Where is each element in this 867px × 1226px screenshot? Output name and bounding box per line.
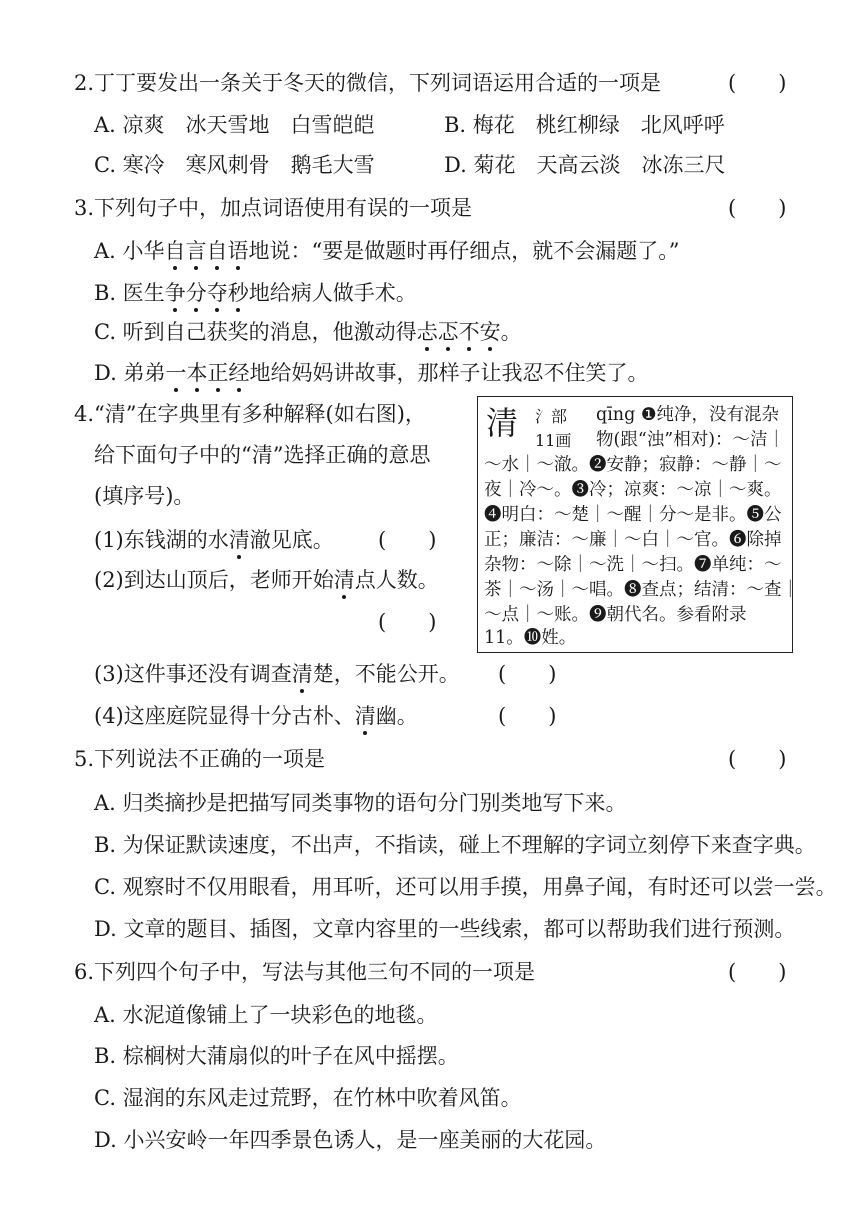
q4-s3-text-rest: 楚，不能公开。 [312, 662, 460, 686]
emphasis-dot-char: 夺 [206, 281, 228, 305]
dictionary-line: ～水｜～澈。❷安静；寂静：～静｜～ [484, 455, 782, 475]
q4-s1-text-rest: 澈见底。 [249, 528, 334, 552]
dictionary-line: 11。❿姓。 [484, 628, 577, 648]
q3-option-d-dotted-word [165, 361, 249, 385]
q3-option-b [94, 279, 417, 307]
q3-option-a-dotted-word [165, 239, 249, 263]
q2-option-a: A. 凉爽 冰天雪地 白雪皑皑 [94, 113, 375, 137]
emphasis-dot-char: 争 [164, 281, 186, 305]
emphasis-dot-char: 本 [186, 361, 208, 385]
q4-s1-answer-blank[interactable]: ( ) [378, 528, 437, 552]
q3-option-b-text: B. 医生 [94, 281, 165, 305]
dictionary-radical [535, 405, 571, 453]
dictionary-line: qīng ❶纯净，没有混杂 [596, 405, 780, 425]
emphasis-dot-char: 清 [354, 704, 376, 728]
dictionary-line: 茶｜～汤｜～唱。❽查点；结清：～查｜ [484, 580, 799, 600]
q4-s1-text: (1)东钱湖的水 [94, 528, 229, 552]
q4-s4-answer-blank[interactable]: ( ) [498, 704, 557, 728]
dictionary-entry-box [477, 396, 799, 653]
q5-option-c: C. 观察时不仅用眼看，用耳听，还可以用手摸，用鼻子闻，有时还可以尝一尝。 [94, 875, 837, 899]
emphasis-dot-char: 分 [185, 281, 207, 305]
q2-option-c: C. 寒冷 寒风刺骨 鹅毛大雪 [94, 153, 375, 177]
q4-s1-dotted-char [229, 528, 250, 552]
emphasis-dot-char: 忐 [416, 320, 438, 344]
q3-option-c-text-rest: 。 [500, 320, 522, 344]
q4-s2-dotted-char [334, 568, 355, 592]
q3-option-c-text: C. 听到自己获奖的消息，他激动得 [94, 320, 417, 344]
q6-answer-blank[interactable]: ( ) [728, 960, 787, 984]
q3-answer-blank[interactable]: ( ) [728, 196, 787, 220]
dictionary-line: 物(跟“浊”相对)：～洁｜ [596, 430, 786, 450]
q6-option-b: B. 棕榈树大蒲扇似的叶子在风中摇摆。 [94, 1044, 459, 1068]
emphasis-dot-char: 经 [228, 361, 250, 385]
q4-stem-line2: 给下面句子中的“清”选择正确的意思 [94, 443, 431, 467]
dictionary-line: 夜｜冷～。❸冷；凉爽：～凉｜～爽。 [484, 480, 782, 500]
q5-option-d: D. 文章的题目、插图，文章内容里的一些线索，都可以帮助我们进行预测。 [94, 917, 796, 941]
q3-option-d-text-rest: 地给妈妈讲故事，那样子让我忍不住笑了。 [249, 361, 649, 385]
q4-s4-text: (4)这座庭院显得十分古朴、 [94, 704, 355, 728]
emphasis-dot-char: 忑 [437, 320, 459, 344]
q2-option-d: D. 菊花 天高云淡 冰冻三尺 [444, 153, 726, 177]
q4-s3-answer-blank[interactable]: ( ) [498, 662, 557, 686]
emphasis-dot-char: 自 [164, 239, 186, 263]
q4-s3-dotted-char [292, 662, 313, 686]
q3-stem: 3.下列句子中，加点词语使用有误的一项是 [74, 196, 473, 220]
q4-s4-dotted-char [355, 704, 376, 728]
emphasis-dot-char: 一 [165, 361, 187, 385]
q3-option-a [94, 237, 680, 265]
q3-option-d-text: D. 弟弟 [94, 361, 166, 385]
q6-option-c: C. 湿润的东风走过荒野，在竹林中吹着风笛。 [94, 1086, 522, 1110]
q5-stem: 5.下列说法不正确的一项是 [74, 747, 326, 771]
q3-option-c [94, 318, 522, 346]
q3-option-c-dotted-word [417, 320, 501, 344]
q4-s3-text: (3)这件事还没有调查 [94, 662, 292, 686]
q2-answer-blank[interactable]: ( ) [728, 71, 787, 95]
q3-option-a-text-rest: 地说：“要是做题时再仔细点，就不会漏题了。” [248, 239, 680, 263]
q4-s4-text-rest: 幽。 [375, 704, 418, 728]
emphasis-dot-char: 清 [228, 528, 250, 552]
q5-option-b: B. 为保证默读速度，不出声，不指读，碰上不理解的字词立刻停下来查字典。 [94, 833, 816, 857]
dictionary-line: 杂物：～除｜～洗｜～扫。❼单纯：～ [484, 555, 782, 575]
q4-sentence-2 [94, 566, 439, 594]
q6-option-a: A. 水泥道像铺上了一块彩色的地毯。 [94, 1003, 438, 1027]
dictionary-line: ❹明白：～楚｜～醒｜分～是非。❺公 [484, 505, 782, 525]
dictionary-line: 正；廉洁：～廉｜～白｜～官。❻除掉 [484, 530, 782, 550]
q2-option-b: B. 梅花 桃红柳绿 北风呼呼 [444, 113, 725, 137]
q3-option-a-text: A. 小华 [94, 239, 165, 263]
q4-s2-text-rest: 点人数。 [354, 568, 439, 592]
dictionary-radical-label: 氵部 [535, 407, 568, 426]
emphasis-dot-char: 自 [206, 239, 228, 263]
q4-s2-answer-blank[interactable]: ( ) [378, 610, 437, 634]
q4-s2-text: (2)到达山顶后，老师开始 [94, 568, 334, 592]
q4-sentence-1 [94, 526, 334, 554]
emphasis-dot-char: 清 [333, 568, 355, 592]
emphasis-dot-char: 不 [458, 320, 480, 344]
emphasis-dot-char: 安 [479, 320, 501, 344]
emphasis-dot-char: 语 [227, 239, 249, 263]
q6-option-d: D. 小兴安岭一年四季景色诱人，是一座美丽的大花园。 [94, 1128, 607, 1152]
emphasis-dot-char: 秒 [227, 281, 249, 305]
q2-stem: 2.丁丁要发出一条关于冬天的微信，下列词语运用合适的一项是 [74, 71, 662, 95]
q6-stem: 6.下列四个句子中，写法与其他三句不同的一项是 [74, 960, 536, 984]
dictionary-line: ～点｜～账。❾朝代名。参看附录 [484, 605, 747, 625]
q5-option-a: A. 归类摘抄是把描写同类事物的语句分门别类地写下来。 [94, 791, 627, 815]
emphasis-dot-char: 正 [207, 361, 229, 385]
dictionary-stroke-count: 11画 [535, 431, 572, 450]
emphasis-dot-char: 言 [185, 239, 207, 263]
q4-stem-line3: (填序号)。 [94, 484, 195, 508]
emphasis-dot-char: 清 [291, 662, 313, 686]
q3-option-d [94, 359, 648, 387]
q4-sentence-4 [94, 702, 418, 730]
q5-answer-blank[interactable]: ( ) [728, 747, 787, 771]
q3-option-b-dotted-word [165, 281, 249, 305]
q3-option-b-text-rest: 地给病人做手术。 [248, 281, 417, 305]
dictionary-headword: 清 [486, 404, 519, 442]
q4-stem-line1: 4.“清”在字典里有多种解释(如右图)， [74, 402, 426, 426]
q4-sentence-3 [94, 660, 460, 688]
